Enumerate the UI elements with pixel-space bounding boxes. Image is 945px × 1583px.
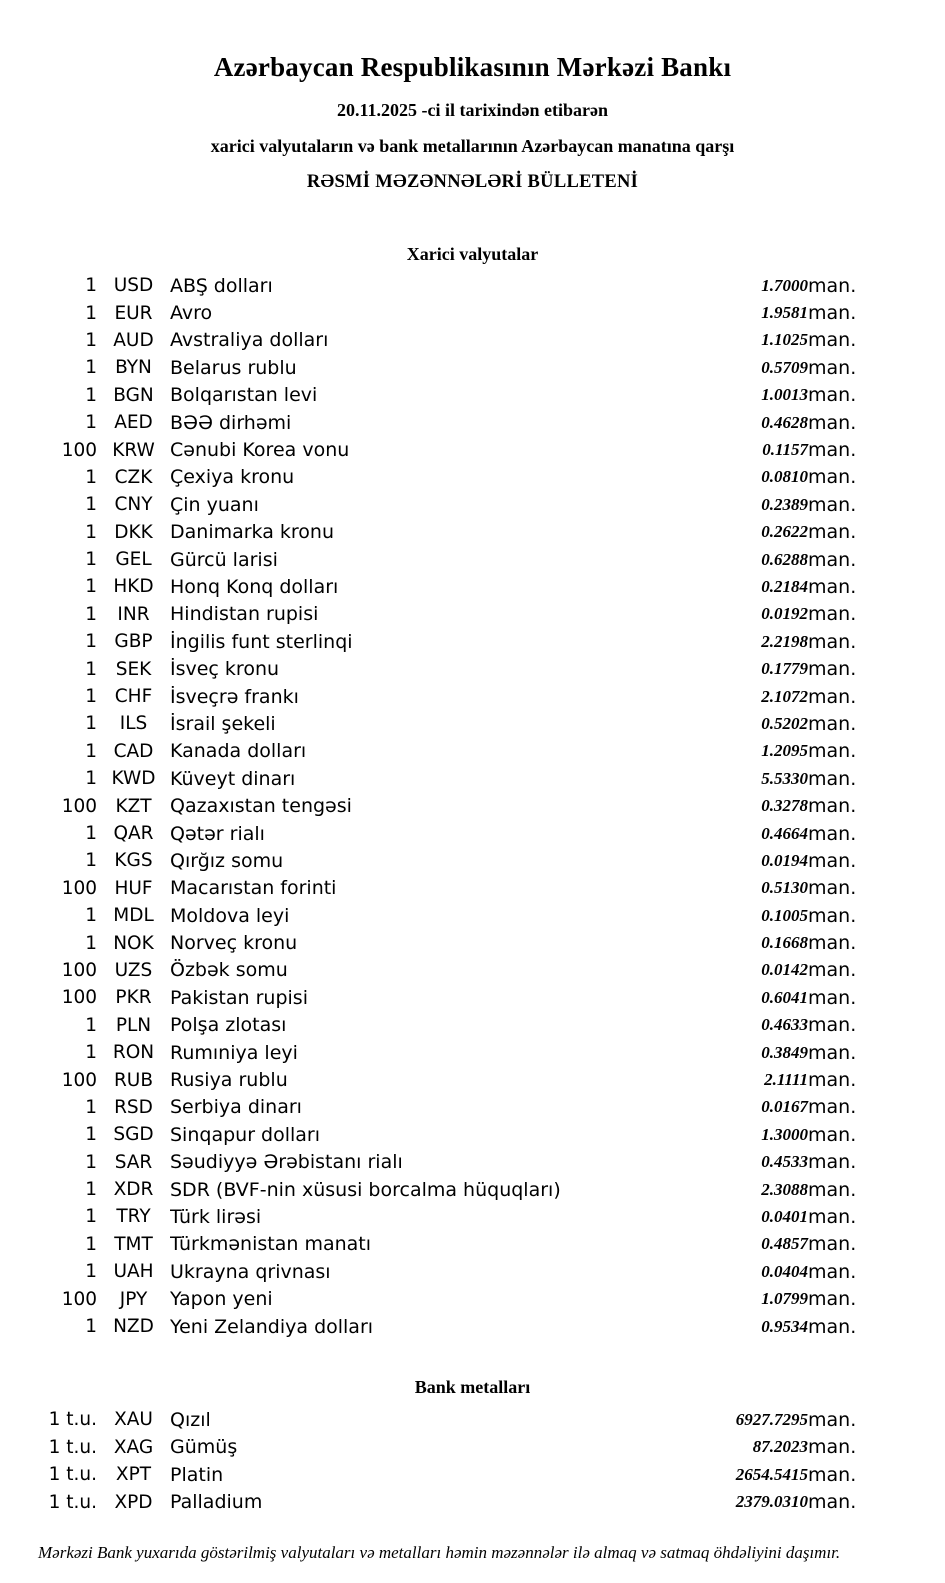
row-rate-value: 5.5330 [761, 768, 808, 788]
row-currency-code: RON [112, 1042, 155, 1064]
rate-row [0, 601, 945, 628]
row-unit-label: man. [808, 1260, 857, 1283]
row-unit-label: man. [808, 1408, 857, 1431]
row-currency-code: BGN [113, 384, 154, 406]
rate-row [0, 1258, 945, 1285]
row-currency-name: Gürcü larisi [170, 548, 278, 571]
row-currency-name: Yeni Zelandiya dolları [170, 1315, 374, 1338]
row-unit-label: man. [808, 1288, 857, 1311]
row-rate-value: 0.4633 [761, 1015, 808, 1035]
row-currency-code: NZD [113, 1316, 154, 1338]
row-quantity: 1 [85, 549, 97, 571]
rate-row [0, 710, 945, 737]
row-currency-name: Polşa zlotası [170, 1014, 287, 1037]
row-currency-name: Platin [170, 1463, 224, 1486]
row-rate-value: 0.6288 [761, 549, 808, 569]
bulletin-title: RƏSMİ MƏZƏNNƏLƏRİ BÜLLETENİ [306, 172, 639, 192]
row-quantity: 1 [85, 1042, 97, 1064]
effective-date-line: 20.11.2025 -ci il tarixindən etibarən [337, 100, 608, 120]
row-currency-name: Özbək somu [170, 959, 288, 982]
row-rate-value: 0.4664 [761, 823, 808, 843]
bank-metals-table [0, 1406, 945, 1516]
row-unit-label: man. [808, 1069, 857, 1092]
row-unit-label: man. [808, 685, 857, 708]
row-unit-label: man. [808, 274, 857, 297]
row-quantity: 1 t.u. [48, 1436, 97, 1458]
bank-name: Azərbaycan Respublikasının Mərkəzi Bankı [213, 52, 732, 82]
row-quantity: 100 [61, 1069, 97, 1091]
row-unit-label: man. [808, 384, 857, 407]
row-currency-name: Rumıniya leyi [170, 1041, 298, 1064]
row-quantity: 1 [85, 357, 97, 379]
row-rate-value: 0.2389 [761, 494, 808, 514]
rate-row [0, 929, 945, 956]
row-currency-code: XPT [115, 1464, 152, 1486]
row-currency-name: Qətər rialı [170, 822, 265, 845]
row-quantity: 1 [85, 384, 97, 406]
rate-row [0, 1203, 945, 1230]
row-rate-value: 87.2023 [752, 1437, 808, 1457]
row-unit-label: man. [808, 959, 857, 982]
row-unit-label: man. [808, 1315, 857, 1338]
row-rate-value: 2379.0310 [735, 1492, 808, 1512]
row-quantity: 1 [85, 466, 97, 488]
row-currency-code: UZS [114, 959, 153, 981]
row-currency-name: Qazaxıstan tengəsi [170, 795, 352, 818]
row-currency-code: XAU [114, 1409, 153, 1431]
rate-row [0, 1231, 945, 1258]
row-currency-name: Səudiyyə Ərəbistanı rialı [170, 1151, 403, 1174]
row-currency-code: TMT [114, 1233, 153, 1255]
rate-row [0, 984, 945, 1011]
row-unit-label: man. [808, 1178, 857, 1201]
row-rate-value: 0.2622 [761, 522, 808, 542]
rate-row [0, 573, 945, 600]
row-rate-value: 2.2198 [761, 631, 808, 651]
row-currency-code: GEL [115, 549, 152, 571]
row-rate-value: 0.4628 [761, 412, 808, 432]
row-unit-label: man. [808, 877, 857, 900]
rate-row [0, 1039, 945, 1066]
row-quantity: 1 t.u. [48, 1409, 97, 1431]
row-currency-name: Moldova leyi [170, 904, 290, 927]
row-currency-code: INR [117, 603, 150, 625]
row-rate-value: 1.7000 [761, 275, 808, 295]
row-quantity: 100 [61, 795, 97, 817]
rate-row [0, 272, 945, 299]
row-unit-label: man. [808, 932, 857, 955]
row-currency-name: Pakistan rupisi [170, 986, 308, 1009]
row-currency-code: NOK [113, 932, 154, 954]
row-unit-label: man. [808, 548, 857, 571]
row-currency-name: Rusiya rublu [170, 1069, 288, 1092]
rate-row [0, 655, 945, 682]
row-quantity: 1 [85, 850, 97, 872]
row-quantity: 1 [85, 713, 97, 735]
row-unit-label: man. [808, 329, 857, 352]
row-unit-label: man. [808, 411, 857, 434]
foreign-currencies-table [0, 272, 945, 1340]
rate-row [0, 1176, 945, 1203]
row-currency-code: PKR [115, 987, 152, 1009]
row-currency-name: BƏƏ dirhəmi [170, 411, 292, 434]
row-currency-code: GBP [114, 631, 153, 653]
row-unit-label: man. [808, 1436, 857, 1459]
row-quantity: 1 [85, 1206, 97, 1228]
row-unit-label: man. [808, 603, 857, 626]
row-currency-code: BYN [115, 357, 152, 379]
row-rate-value: 0.5202 [761, 713, 808, 733]
row-currency-code: CNY [114, 494, 153, 516]
row-currency-code: MDL [113, 905, 154, 927]
row-quantity: 1 [85, 768, 97, 790]
disclaimer-note: Mərkəzi Bank yuxarıda göstərilmiş valyutaları və metalları həmin məzənnələr ilə almaq və satmaq öhdəliyini daşımır. [38, 1542, 841, 1562]
row-unit-label: man. [808, 356, 857, 379]
row-unit-label: man. [808, 1151, 857, 1174]
section-title-bank-metals: Bank metalları [414, 1377, 531, 1398]
row-currency-name: İngilis funt sterlinqi [170, 630, 353, 653]
row-rate-value: 0.1005 [761, 905, 808, 925]
row-currency-code: KRW [112, 439, 155, 461]
row-rate-value: 0.0142 [761, 960, 808, 980]
rate-row [0, 464, 945, 491]
row-rate-value: 0.2184 [761, 576, 808, 596]
row-currency-code: QAR [113, 823, 154, 844]
row-currency-code: XAG [113, 1436, 154, 1458]
row-currency-name: SDR (BVF-nin xüsusi borcalma hüquqları) [170, 1178, 561, 1201]
row-currency-code: XDR [113, 1179, 154, 1201]
row-currency-name: Norveç kronu [170, 932, 298, 955]
row-quantity: 1 [85, 1233, 97, 1255]
row-currency-code: EUR [114, 302, 153, 324]
row-currency-name: Macarıstan forinti [170, 877, 337, 900]
row-quantity: 1 [85, 823, 97, 844]
row-currency-name: Hindistan rupisi [170, 603, 319, 626]
rate-row [0, 1149, 945, 1176]
row-currency-name: Qızıl [170, 1408, 211, 1431]
row-unit-label: man. [808, 1014, 857, 1037]
row-rate-value: 0.5709 [761, 357, 808, 377]
row-quantity: 1 [85, 275, 97, 297]
row-rate-value: 0.1779 [761, 659, 808, 679]
row-rate-value: 0.0194 [761, 850, 808, 870]
row-currency-code: PLN [115, 1014, 152, 1036]
row-currency-code: JPY [119, 1288, 148, 1310]
row-quantity: 1 [85, 329, 97, 351]
row-quantity: 1 [85, 658, 97, 680]
row-quantity: 100 [61, 439, 97, 461]
rate-row [0, 519, 945, 546]
rate-row [0, 683, 945, 710]
row-currency-code: TRY [116, 1206, 151, 1228]
bank-metals-rows [0, 1406, 945, 1516]
row-unit-label: man. [808, 302, 857, 325]
row-currency-name: Palladium [170, 1491, 263, 1514]
row-rate-value: 1.9581 [761, 303, 808, 323]
row-rate-value: 1.2095 [761, 741, 808, 761]
row-currency-name: Küveyt dinarı [170, 767, 296, 790]
row-unit-label: man. [808, 521, 857, 544]
row-rate-value: 0.5130 [761, 878, 808, 898]
row-currency-code: SEK [115, 658, 152, 680]
row-quantity: 100 [61, 877, 97, 899]
row-quantity: 1 [85, 1261, 97, 1283]
row-currency-name: Kanada dolları [170, 740, 307, 763]
row-quantity: 1 [85, 494, 97, 516]
row-currency-name: Yapon yeni [170, 1288, 273, 1311]
row-rate-value: 0.0401 [761, 1206, 808, 1226]
row-rate-value: 1.0013 [761, 385, 808, 405]
row-rate-value: 1.3000 [761, 1124, 808, 1144]
row-quantity: 1 [85, 1179, 97, 1201]
rate-row [0, 1461, 945, 1488]
row-currency-name: Türk lirəsi [170, 1205, 262, 1228]
rate-row [0, 738, 945, 765]
rate-row [0, 902, 945, 929]
rate-row [0, 957, 945, 984]
row-currency-code: DKK [114, 521, 153, 543]
rate-row [0, 1285, 945, 1312]
row-rate-value: 0.3278 [761, 796, 808, 816]
row-currency-name: İsveçrə frankı [170, 685, 299, 708]
row-unit-label: man. [808, 493, 857, 516]
row-rate-value: 2.1072 [761, 686, 808, 706]
rate-row [0, 382, 945, 409]
row-quantity: 100 [61, 987, 97, 1009]
row-currency-name: ABŞ dolları [170, 274, 273, 297]
row-currency-code: HUF [114, 877, 153, 899]
rate-row [0, 1488, 945, 1515]
row-rate-value: 6927.7295 [735, 1409, 808, 1429]
rate-row [0, 1121, 945, 1148]
subject-line: xarici valyutaların və bank metallarının Azərbaycan manatına qarşı [210, 136, 735, 156]
row-currency-name: Qırğız somu [170, 849, 284, 872]
row-currency-code: CAD [113, 740, 154, 762]
row-quantity: 1 [85, 1151, 97, 1173]
rate-row [0, 1313, 945, 1340]
row-currency-name: Gümüş [170, 1436, 238, 1459]
rate-row [0, 1012, 945, 1039]
row-quantity: 1 [85, 1124, 97, 1146]
row-rate-value: 0.3849 [761, 1042, 808, 1062]
row-unit-label: man. [808, 1041, 857, 1064]
row-unit-label: man. [808, 1096, 857, 1119]
row-currency-code: UAH [113, 1261, 154, 1283]
row-rate-value: 0.4857 [761, 1234, 808, 1254]
row-quantity: 100 [61, 959, 97, 981]
row-rate-value: 2.3088 [761, 1179, 808, 1199]
row-currency-name: Çin yuanı [170, 493, 259, 516]
row-quantity: 1 [85, 905, 97, 927]
row-currency-code: XPD [114, 1491, 153, 1513]
row-currency-code: CHF [114, 686, 153, 708]
row-currency-name: İsveç kronu [170, 658, 280, 681]
row-quantity: 1 t.u. [48, 1491, 97, 1513]
rate-row [0, 1434, 945, 1461]
row-quantity: 1 [85, 412, 97, 434]
row-quantity: 1 [85, 740, 97, 762]
row-rate-value: 0.6041 [761, 987, 808, 1007]
row-quantity: 1 [85, 521, 97, 543]
row-currency-name: Türkmənistan manatı [170, 1233, 372, 1256]
row-currency-code: AUD [113, 329, 154, 351]
row-unit-label: man. [808, 822, 857, 845]
row-quantity: 1 [85, 932, 97, 954]
row-unit-label: man. [808, 630, 857, 653]
row-rate-value: 0.0404 [761, 1261, 808, 1281]
row-currency-code: RUB [113, 1069, 154, 1091]
row-unit-label: man. [808, 658, 857, 681]
row-unit-label: man. [808, 1491, 857, 1514]
document-header [0, 0, 945, 193]
rate-row [0, 327, 945, 354]
row-unit-label: man. [808, 1205, 857, 1228]
row-currency-name: Cənubi Korea vonu [170, 439, 350, 462]
row-quantity: 1 [85, 576, 97, 598]
rate-row [0, 299, 945, 326]
row-unit-label: man. [808, 904, 857, 927]
row-unit-label: man. [808, 1123, 857, 1146]
row-unit-label: man. [808, 986, 857, 1009]
row-unit-label: man. [808, 767, 857, 790]
row-rate-value: 0.4533 [761, 1152, 808, 1172]
row-currency-name: Bolqarıstan levi [170, 384, 318, 407]
row-currency-code: USD [113, 275, 154, 297]
rate-row [0, 354, 945, 381]
row-unit-label: man. [808, 575, 857, 598]
row-unit-label: man. [808, 439, 857, 462]
rate-row [0, 436, 945, 463]
rate-row [0, 820, 945, 847]
row-unit-label: man. [808, 1463, 857, 1486]
row-currency-code: AED [114, 412, 153, 434]
row-rate-value: 0.9534 [761, 1316, 808, 1336]
row-quantity: 1 [85, 302, 97, 324]
row-currency-code: ILS [119, 713, 148, 735]
row-quantity: 100 [61, 1288, 97, 1310]
row-rate-value: 0.0810 [761, 467, 808, 487]
row-currency-name: Sinqapur dolları [170, 1123, 321, 1146]
row-currency-code: SGD [113, 1124, 154, 1146]
row-rate-value: 1.0799 [761, 1289, 808, 1309]
row-unit-label: man. [808, 740, 857, 763]
row-currency-code: RSD [114, 1096, 153, 1118]
rate-row [0, 847, 945, 874]
row-currency-code: SAR [114, 1151, 153, 1173]
foreign-currencies-rows [0, 272, 945, 1340]
row-currency-name: Danimarka kronu [170, 521, 335, 544]
row-currency-code: KGS [114, 850, 153, 872]
row-unit-label: man. [808, 712, 857, 735]
row-currency-name: Avstraliya dolları [170, 329, 329, 352]
row-unit-label: man. [808, 795, 857, 818]
section-title-foreign-currencies: Xarici valyutalar [406, 244, 539, 264]
row-currency-name: Çexiya kronu [170, 466, 295, 489]
rate-row [0, 792, 945, 819]
row-rate-value: 2654.5415 [735, 1464, 808, 1484]
row-currency-name: İsrail şekeli [170, 712, 276, 735]
rate-row [0, 765, 945, 792]
rate-row [0, 491, 945, 518]
row-currency-code: KZT [115, 795, 152, 817]
rate-row [0, 546, 945, 573]
rate-row [0, 1406, 945, 1433]
row-rate-value: 0.0192 [761, 604, 808, 624]
row-currency-name: Avro [170, 302, 213, 325]
rate-row [0, 1094, 945, 1121]
row-quantity: 1 [85, 631, 97, 653]
row-unit-label: man. [808, 1233, 857, 1256]
row-quantity: 1 [85, 603, 97, 625]
row-currency-name: Belarus rublu [170, 356, 297, 379]
row-currency-name: Ukrayna qrivnası [170, 1260, 331, 1283]
row-quantity: 1 [85, 1316, 97, 1338]
rate-row [0, 1066, 945, 1093]
row-quantity: 1 [85, 1096, 97, 1118]
row-unit-label: man. [808, 849, 857, 872]
row-currency-code: KWD [111, 768, 156, 790]
row-rate-value: 0.0167 [761, 1097, 808, 1117]
row-currency-code: HKD [113, 576, 154, 598]
rate-row [0, 409, 945, 436]
row-unit-label: man. [808, 466, 857, 489]
row-quantity: 1 [85, 686, 97, 708]
row-currency-code: CZK [114, 466, 153, 488]
row-rate-value: 2.1111 [764, 1070, 808, 1090]
row-rate-value: 0.1157 [762, 440, 808, 460]
rate-row [0, 875, 945, 902]
row-currency-name: Serbiya dinarı [170, 1096, 302, 1119]
row-quantity: 1 [85, 1014, 97, 1036]
rate-row [0, 628, 945, 655]
row-currency-name: Honq Konq dolları [170, 575, 339, 598]
row-rate-value: 0.1668 [761, 933, 808, 953]
row-quantity: 1 t.u. [48, 1464, 97, 1486]
row-rate-value: 1.1025 [761, 330, 808, 350]
